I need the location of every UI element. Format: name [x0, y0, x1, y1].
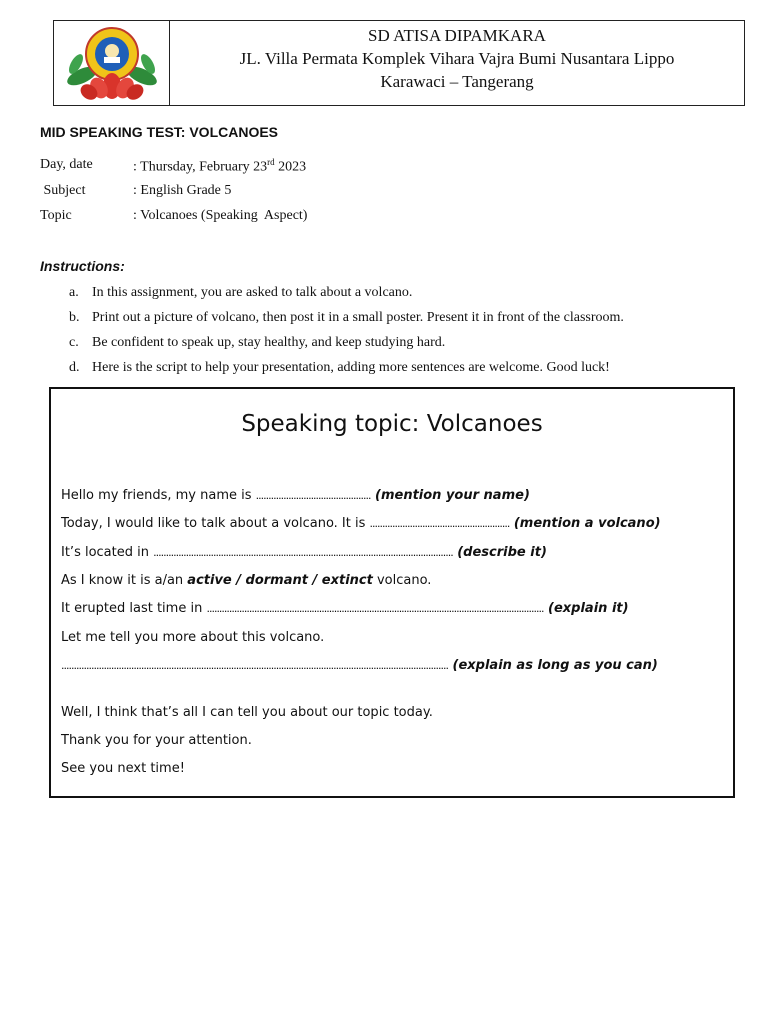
speaking-script-box: [49, 387, 735, 798]
school-address-line2: Karawaci – Tangerang: [380, 72, 534, 91]
instruction-item: c. Be confident to speak up, stay healthy, and keep studying hard.: [69, 335, 446, 350]
script-line-closing: Well, I think that’s all I can tell you about our topic today.: [61, 705, 433, 720]
script-line-status: As I know it is a/an active / dormant / extinct volcano.: [61, 573, 432, 588]
instruction-item: d. Here is the script to help your presentation, adding more sentences are welcome. Good luck!: [69, 360, 610, 375]
school-header: [53, 20, 745, 106]
meta-value: : Volcanoes (Speaking Aspect): [133, 208, 308, 223]
speaking-title: Speaking topic: Volcanoes: [241, 411, 543, 437]
meta-value: : Thursday, February 23rd 2023: [133, 157, 307, 175]
meta-value: : English Grade 5: [133, 183, 232, 198]
school-address-line1: JL. Villa Permata Komplek Vihara Vajra Bumi Nusantara Lippo: [239, 49, 675, 68]
instruction-item: b. Print out a picture of volcano, then post it in a small poster. Present it in front of the classroom.: [69, 310, 624, 325]
school-name: SD ATISA DIPAMKARA: [368, 26, 546, 45]
instructions-title: Instructions:: [40, 258, 125, 274]
script-line-location: It’s located in ........................................................................................................................ (describe it): [61, 545, 547, 560]
logo-cell: [54, 21, 170, 105]
school-seal-lotus-icon: [62, 24, 162, 102]
script-line-more: Let me tell you more about this volcano.: [61, 630, 325, 645]
script-line-eruption: It erupted last time in ....................................................................................................................................... (explain it): [61, 601, 629, 616]
script-line-volcano: Today, I would like to talk about a volcano. It is ........................................................ (mention a volcano): [61, 516, 661, 531]
script-line-explain: ........................................................................................................................................................... (explain as long as you can): [61, 658, 658, 673]
school-info: [170, 21, 744, 105]
instruction-item: a. In this assignment, you are asked to talk about a volcano.: [69, 285, 413, 300]
script-line-goodbye: See you next time!: [61, 761, 185, 776]
meta-key: Topic: [40, 208, 72, 223]
meta-key: Day, date: [40, 157, 93, 172]
meta-key: Subject: [40, 183, 86, 198]
script-line-thanks: Thank you for your attention.: [61, 733, 252, 748]
test-title: MID SPEAKING TEST: VOLCANOES: [40, 124, 279, 140]
script-line-name: Hello my friends, my name is .............................................. (mention your name): [61, 488, 530, 503]
